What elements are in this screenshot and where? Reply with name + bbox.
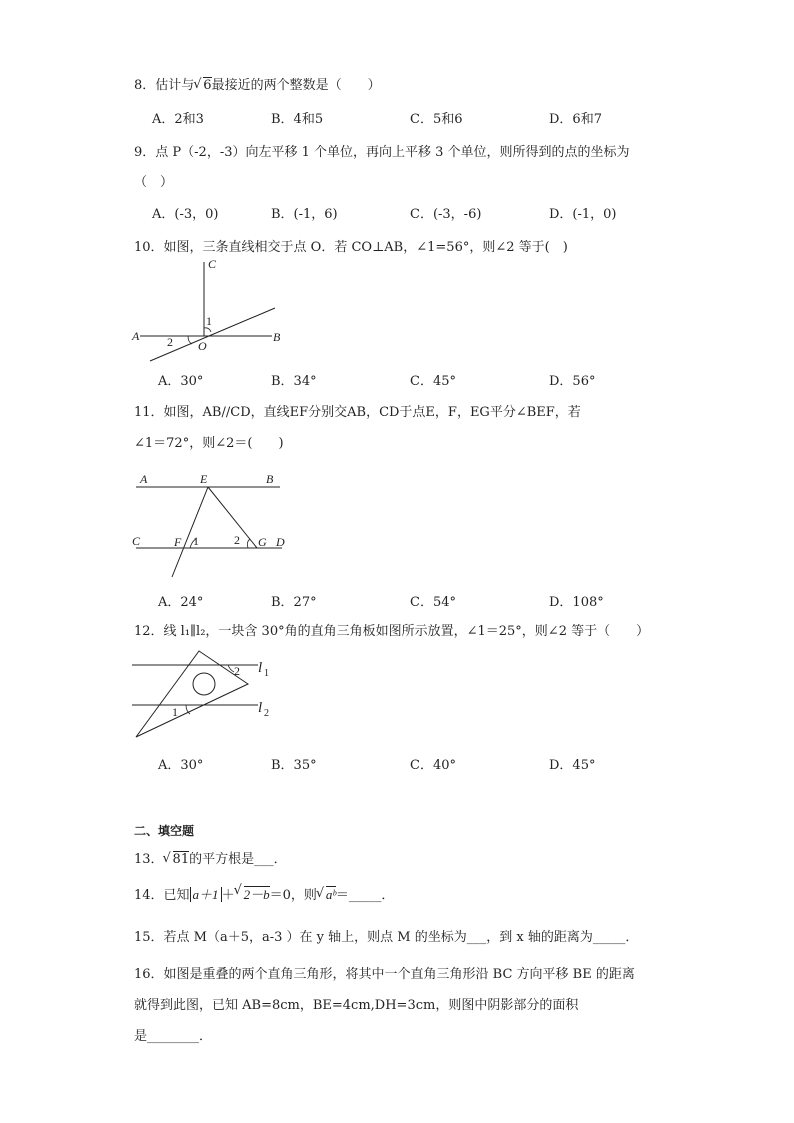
label-angle-1: 1 — [206, 314, 212, 328]
label-a: A — [132, 329, 140, 343]
q12-option-c[interactable]: C．40° — [410, 758, 456, 773]
q10-figure — [130, 258, 290, 358]
label-l2: l — [258, 700, 263, 716]
triangle-ruler — [136, 651, 248, 737]
ruler-hole — [193, 673, 215, 695]
section-title-fill-in: 二、填空题 — [134, 824, 195, 838]
q10-option-b[interactable]: B．34° — [271, 374, 317, 389]
angle-2-arc — [188, 336, 192, 344]
q11-option-a[interactable]: A．24° — [158, 595, 204, 610]
label-angle-2: 2 — [167, 335, 173, 349]
q11-option-b[interactable]: B．27° — [271, 595, 317, 610]
question-13: 13．√ 81的平方根是___． — [134, 848, 287, 867]
label-d: D — [276, 535, 285, 549]
q10-option-a[interactable]: A．30° — [158, 374, 204, 389]
label-angle-1: 1 — [172, 705, 178, 719]
label-g: G — [258, 535, 267, 549]
question-8 — [134, 74, 381, 93]
question-9-line1: 9．点 P（-2，-3）向左平移 1 个单位，再向上平移 3 个单位，则所得到的点的坐标为 — [134, 145, 630, 160]
question-11-line2: ∠1＝72°，则∠2＝( ) — [134, 436, 284, 451]
question-8-suffix: 最接近的两个整数是（ ） — [211, 78, 381, 93]
q12-option-b[interactable]: B．35° — [271, 758, 317, 773]
label-angle-2: 2 — [234, 533, 240, 547]
label-l1: l — [258, 660, 263, 676]
angle-2-arc — [247, 539, 250, 548]
q8-option-d[interactable]: D．6和7 — [549, 112, 602, 127]
sqrt-expression: √ 81 — [164, 852, 190, 867]
label-b: B — [273, 330, 281, 344]
q12-figure — [130, 648, 280, 743]
q8-option-b[interactable]: B．4和5 — [271, 112, 324, 127]
question-14: 14．已知 a＋1 ＋√ 2－b＝0，则√ aᵇ＝_____． — [134, 884, 394, 903]
question-8-prefix: 8．估计与 — [134, 78, 195, 93]
label-c: C — [132, 534, 141, 548]
label-l2-subscript: 2 — [264, 708, 269, 719]
label-l1-subscript: 1 — [264, 668, 269, 679]
label-c: C — [208, 257, 217, 271]
angle-1-arc — [204, 328, 211, 332]
q11-option-c[interactable]: C．54° — [410, 595, 456, 610]
label-o: O — [198, 339, 207, 353]
question-11-line1: 11．如图，AB//CD，直线EF分别交AB，CD于点E，F，EG平分∠BEF，若 — [134, 405, 581, 420]
line-ef — [172, 487, 208, 577]
label-b: B — [266, 472, 274, 486]
question-16-line2: 就得到此图，已知 AB=8cm，BE=4cm,DH=3cm，则图中阴影部分的面积 — [134, 998, 579, 1013]
q10-option-c[interactable]: C．45° — [410, 374, 456, 389]
q10-option-d[interactable]: D．56° — [549, 374, 596, 389]
q8-option-a[interactable]: A．2和3 — [152, 112, 204, 127]
question-16-line3: 是________． — [134, 1029, 213, 1044]
question-9-line2: （ ） — [134, 175, 174, 190]
question-15: 15．若点 M（a＋5，a-3 ）在 y 轴上，则点 M 的坐标为___，到 x 轴的距离为_____． — [134, 930, 639, 945]
sqrt-expression: √ 2－b — [235, 884, 270, 903]
q11-figure — [130, 470, 300, 582]
q11-option-d[interactable]: D．108° — [549, 595, 604, 610]
q12-option-d[interactable]: D．45° — [549, 758, 596, 773]
label-f: F — [174, 535, 182, 549]
q9-option-c[interactable]: C．(-3，-6) — [410, 207, 482, 222]
question-12: 12．线 l₁∥l₂，一块含 30°角的直角三角板如图所示放置，∠1＝25°，则∠2 等于（ ） — [134, 624, 650, 639]
q9-option-d[interactable]: D．(-1，0) — [549, 207, 617, 222]
label-angle-1: 1 — [193, 534, 199, 548]
abs-expression: a＋1 — [190, 887, 222, 902]
question-16-line1: 16．如图是重叠的两个直角三角形，将其中一个直角三角形沿 BC 方向平移 BE 的距离 — [134, 967, 635, 982]
sqrt-expression-2: √ aᵇ — [317, 887, 336, 903]
q12-option-a[interactable]: A．30° — [158, 758, 204, 773]
label-angle-2: 2 — [234, 664, 240, 678]
sqrt-expression: √ 6 — [194, 78, 211, 93]
q9-option-b[interactable]: B．(-1，6) — [271, 207, 338, 222]
label-a: A — [140, 472, 148, 486]
q8-option-c[interactable]: C．5和6 — [410, 112, 463, 127]
question-10: 10．如图，三条直线相交于点 O．若 CO⊥AB，∠1=56°，则∠2 等于( ) — [134, 240, 568, 255]
q9-option-a[interactable]: A．(-3，0) — [152, 207, 219, 222]
label-e: E — [200, 472, 208, 486]
